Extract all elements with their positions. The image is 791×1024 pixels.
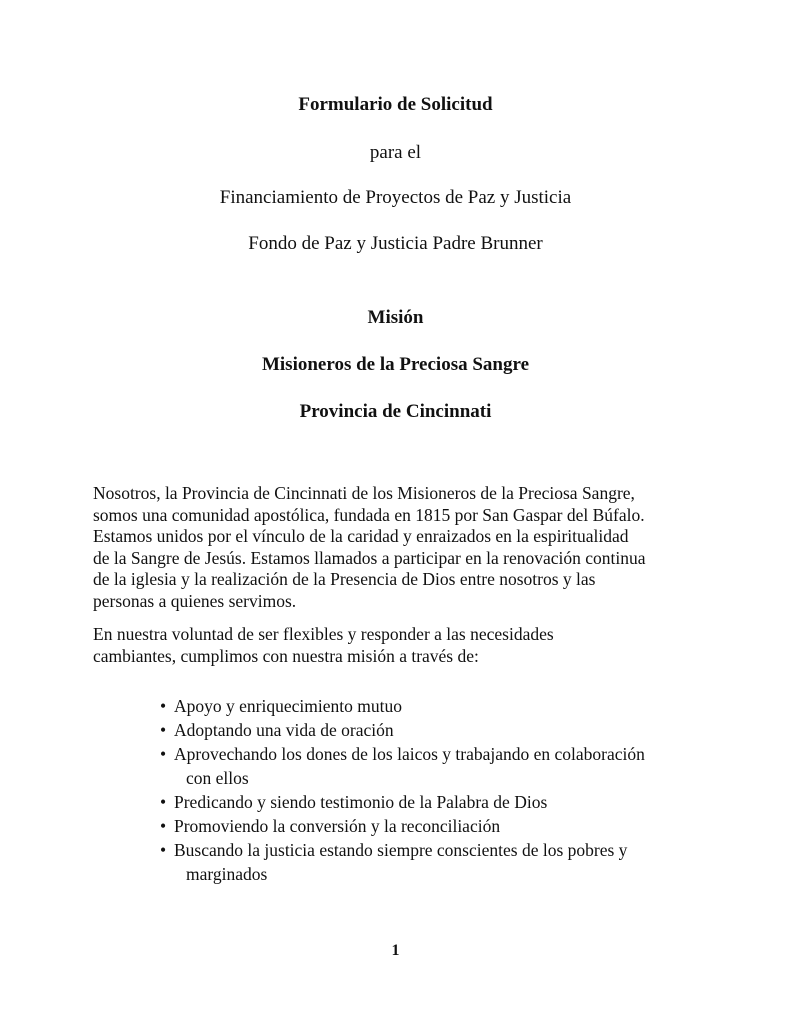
paragraph-line: de la iglesia y la realización de la Presencia de Dios entre nosotros y las	[93, 569, 596, 589]
project-funding-line: Financiamiento de Proyectos de Paz y Justicia	[219, 187, 572, 208]
paragraph-line: de la Sangre de Jesús. Estamos llamados a participar en la renovación continua	[93, 547, 646, 568]
list-item-text: Buscando la justicia estando siempre conscientes de los pobres y	[174, 840, 628, 860]
mission-heading: Misión	[367, 307, 424, 328]
form-title: Formulario de Solicitud	[298, 94, 493, 115]
list-item-text: Promoviendo la conversión y la reconciliación	[174, 816, 501, 836]
fund-name-line: Fondo de Paz y Justicia Padre Brunner	[248, 233, 543, 254]
list-item-text: Aprovechando los dones de los laicos y trabajando en colaboración	[174, 744, 645, 764]
bullet-icon: •	[160, 840, 167, 860]
intro-paragraph	[93, 624, 733, 667]
list-item	[160, 814, 760, 838]
bullet-icon: •	[160, 720, 167, 740]
list-item	[160, 742, 760, 790]
province-name: Provincia de Cincinnati	[299, 401, 492, 422]
paragraph-line: cambiantes, cumplimos con nuestra misión a través de:	[93, 645, 479, 666]
bullet-icon: •	[160, 744, 167, 764]
paragraph-line: Estamos unidos por el vínculo de la caridad y enraizados en la espiritualidad	[93, 526, 629, 546]
title-subline: para el	[369, 142, 422, 163]
paragraph-line: Nosotros, la Provincia de Cincinnati de los Misioneros de la Preciosa Sangre,	[93, 483, 635, 503]
bullet-icon: •	[160, 696, 167, 716]
list-item-text: Predicando y siendo testimonio de la Palabra de Dios	[174, 792, 548, 812]
mission-paragraph	[93, 483, 733, 612]
mission-bullet-list	[160, 694, 760, 886]
list-item-text: Adoptando una vida de oración	[174, 720, 394, 740]
organization-name: Misioneros de la Preciosa Sangre	[261, 354, 530, 375]
paragraph-line: personas a quienes servimos.	[93, 590, 297, 611]
bullet-icon: •	[160, 816, 167, 836]
list-item	[160, 838, 760, 886]
list-item-text: Apoyo y enriquecimiento mutuo	[174, 696, 402, 716]
list-item-continuation: marginados	[186, 864, 268, 884]
list-item	[160, 694, 760, 718]
paragraph-line: En nuestra voluntad de ser flexibles y responder a las necesidades	[93, 624, 554, 644]
list-item	[160, 790, 760, 814]
page-number: 1	[391, 942, 400, 959]
paragraph-line: somos una comunidad apostólica, fundada en 1815 por San Gaspar del Búfalo.	[93, 504, 645, 525]
list-item-continuation: con ellos	[186, 768, 249, 788]
list-item	[160, 718, 760, 742]
bullet-icon: •	[160, 792, 167, 812]
